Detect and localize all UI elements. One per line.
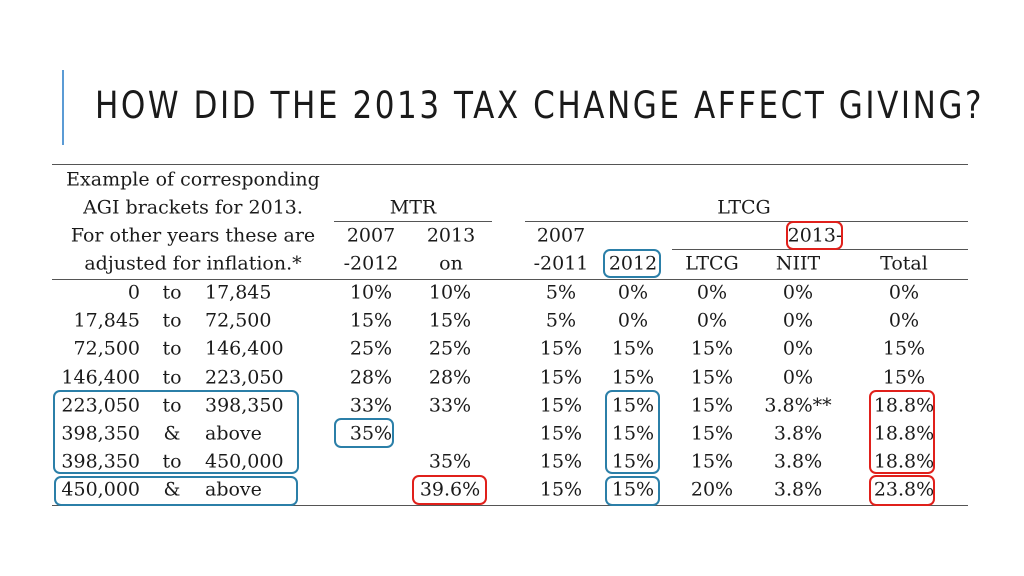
mtr-2007-header-line-1: 2007 (346, 224, 396, 247)
agi-to: 450,000 (205, 450, 284, 473)
mtr-2013-cell: 10% (428, 281, 472, 304)
total-2013-cell: 18.8% (873, 394, 935, 417)
niit-2013-cell: 3.8% (773, 450, 823, 473)
ltcg-2013-cell: 15% (690, 337, 734, 360)
total-2013-cell: 0% (888, 281, 920, 304)
ltcg-2012-cell: 0% (617, 281, 649, 304)
agi-from: 17,845 (73, 309, 140, 332)
agi-to: 223,050 (205, 366, 284, 389)
highlight-mtr-39-6 (412, 475, 487, 505)
highlight-ltcg-2012-row-8 (605, 476, 660, 506)
table-top-rule (52, 164, 968, 165)
mtr-2013-cell: 15% (428, 309, 472, 332)
agi-header-line-2: AGI brackets for 2013. (83, 196, 303, 219)
ltcg-group-rule (525, 221, 968, 222)
mtr-2007-2012-cell: 28% (349, 366, 393, 389)
highlight-total-row-8 (869, 475, 935, 506)
mtr-2007-2012-cell: 25% (349, 337, 393, 360)
mtr-2013-cell: 25% (428, 337, 472, 360)
ltcg-2012-cell: 15% (611, 450, 655, 473)
mtr-2007-2012-cell: 33% (349, 394, 393, 417)
ltcg-2013-cell: 15% (690, 394, 734, 417)
mtr-group-header: MTR (389, 196, 437, 219)
ltcg-2007-2011-cell: 15% (539, 450, 583, 473)
agi-to: above (205, 478, 262, 501)
ltcg-2013-total-header: Total (880, 252, 928, 275)
ltcg-2013-cell: 15% (690, 366, 734, 389)
ltcg-2013-cell: 15% (690, 450, 734, 473)
agi-separator: & (163, 478, 181, 501)
ltcg-2013-ltcg-header: LTCG (685, 252, 739, 275)
agi-to: 398,350 (205, 394, 284, 417)
niit-2013-cell: 3.8% (773, 478, 823, 501)
agi-separator: to (162, 450, 182, 473)
ltcg-2007-2011-cell: 15% (539, 337, 583, 360)
mtr-2007-header-line-2: -2012 (343, 252, 399, 275)
agi-header-line-3: For other years these are (70, 224, 316, 247)
ltcg-2007-2011-cell: 5% (545, 281, 577, 304)
total-2013-cell: 15% (882, 366, 926, 389)
mtr-2007-2012-cell: 15% (349, 309, 393, 332)
niit-2013-cell: 3.8%** (764, 394, 832, 417)
ltcg-2013-cell: 20% (690, 478, 734, 501)
ltcg-2012-cell: 15% (611, 478, 655, 501)
mtr-2013-header-line-1: 2013 (426, 224, 476, 247)
agi-to: 146,400 (205, 337, 284, 360)
mtr-2013-header-line-2: on (439, 252, 463, 275)
ltcg-2012-cell: 15% (611, 394, 655, 417)
ltcg-2012-header: 2012 (608, 252, 658, 275)
highlight-2013-header (786, 221, 843, 250)
agi-from: 450,000 (61, 478, 140, 501)
highlight-2012-header (603, 249, 661, 278)
highlight-agi-bracket-row-8 (54, 476, 298, 506)
ltcg-2007-2011-cell: 15% (539, 394, 583, 417)
agi-header-line-4: adjusted for inflation.* (84, 252, 302, 275)
ltcg-2007-2011-cell: 15% (539, 366, 583, 389)
ltcg-2007-header-line-2: -2011 (533, 252, 589, 275)
agi-to: 72,500 (205, 309, 272, 332)
total-2013-cell: 23.8% (873, 478, 935, 501)
mtr-2013-cell: 39.6% (419, 478, 481, 501)
niit-2013-cell: 3.8% (773, 422, 823, 445)
ltcg-2012-cell: 15% (611, 366, 655, 389)
total-2013-cell: 0% (888, 309, 920, 332)
niit-2013-cell: 0% (782, 281, 814, 304)
mtr-2013-cell: 28% (428, 366, 472, 389)
highlight-ltcg-2012-rows-5-7 (605, 390, 660, 474)
ltcg-2013-group-header: 2013- (787, 224, 843, 247)
ltcg-2012-cell: 0% (617, 309, 649, 332)
header-bottom-rule (52, 279, 968, 280)
agi-from: 72,500 (73, 337, 140, 360)
ltcg-2013-cell: 15% (690, 422, 734, 445)
mtr-2007-2012-cell: 10% (349, 281, 393, 304)
agi-header-line-1: Example of corresponding (66, 168, 320, 191)
ltcg-2007-header-line-1: 2007 (536, 224, 586, 247)
mtr-group-rule (334, 221, 492, 222)
ltcg-2007-2011-cell: 15% (539, 422, 583, 445)
agi-separator: to (162, 281, 182, 304)
agi-separator: to (162, 394, 182, 417)
niit-2013-cell: 0% (782, 366, 814, 389)
agi-separator: to (162, 366, 182, 389)
niit-2013-cell: 0% (782, 337, 814, 360)
ltcg-2013-niit-header: NIIT (775, 252, 821, 275)
ltcg-2007-2011-cell: 5% (545, 309, 577, 332)
mtr-2013-cell: 33% (428, 394, 472, 417)
mtr-2007-2012-cell: 35% (349, 422, 393, 445)
highlight-total-rows-5-7 (869, 390, 935, 474)
agi-separator: to (162, 309, 182, 332)
agi-to: above (205, 422, 262, 445)
total-2013-cell: 15% (882, 337, 926, 360)
ltcg-2012-cell: 15% (611, 422, 655, 445)
ltcg-2013-cell: 0% (696, 309, 728, 332)
agi-from: 398,350 (61, 422, 140, 445)
agi-separator: to (162, 337, 182, 360)
ltcg-2013-cell: 0% (696, 281, 728, 304)
agi-from: 146,400 (61, 366, 140, 389)
agi-from: 0 (127, 281, 140, 304)
ltcg-group-header: LTCG (717, 196, 771, 219)
agi-from: 223,050 (61, 394, 140, 417)
ltcg-2007-2011-cell: 15% (539, 478, 583, 501)
total-2013-cell: 18.8% (873, 422, 935, 445)
highlight-agi-brackets-rows-5-7 (53, 390, 299, 474)
ltcg-2012-cell: 15% (611, 337, 655, 360)
total-2013-cell: 18.8% (873, 450, 935, 473)
agi-to: 17,845 (205, 281, 272, 304)
highlight-mtr-35 (334, 418, 394, 448)
agi-separator: & (163, 422, 181, 445)
agi-from: 398,350 (61, 450, 140, 473)
mtr-2013-cell: 35% (428, 450, 472, 473)
niit-2013-cell: 0% (782, 309, 814, 332)
slide-title: HOW DID THE 2013 TAX CHANGE AFFECT GIVING? (95, 84, 984, 127)
